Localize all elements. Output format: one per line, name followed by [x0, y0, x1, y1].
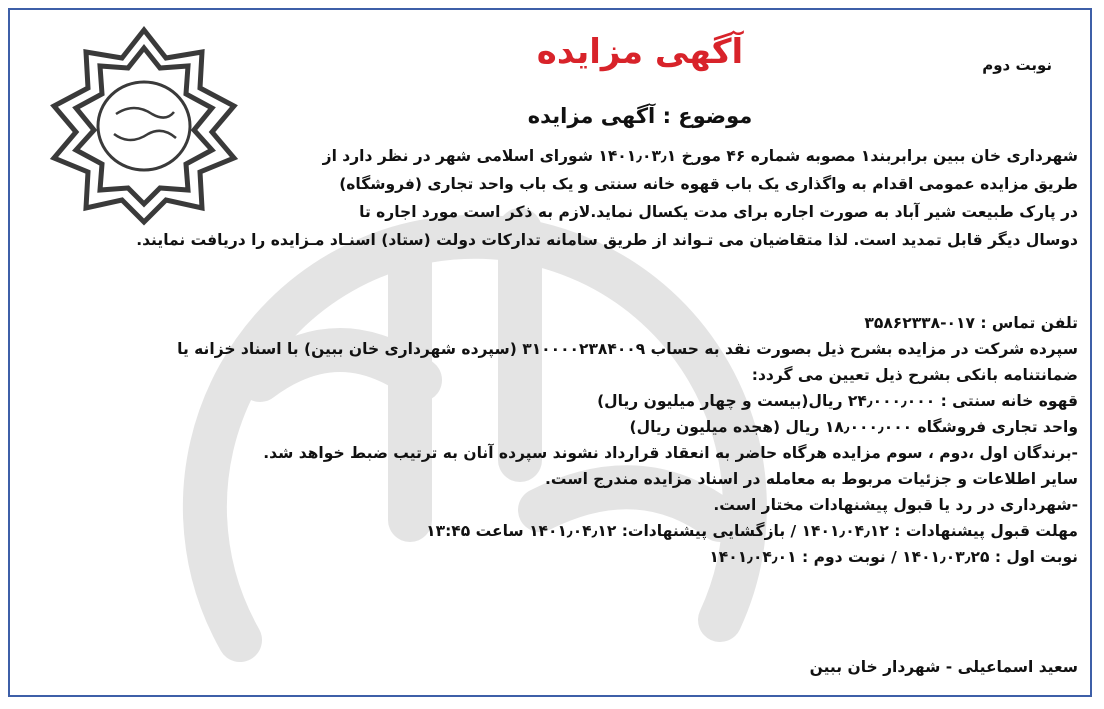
deadline-line: مهلت قبول پیشنهادات : ۱۴۰۱٫۰۴٫۱۲ / بازگشایی پیشنهادات: ۱۴۰۱٫۰۴٫۱۲ ساعت ۱۳:۴۵	[426, 522, 1078, 540]
shop-deposit-line: واحد تجاری فروشگاه ۱۸٫۰۰۰٫۰۰۰ ریال (هجده میلیون ریال)	[629, 418, 1078, 436]
round-label: نوبت دوم	[982, 56, 1052, 74]
paragraph-line: شهرداری خان ببین برابربند۱ مصوبه شماره ۴۶ مورخ ۱۴۰۱٫۰۳٫۱ شورای اسلامی شهر در نظر دارد از	[322, 147, 1078, 165]
intro-paragraph	[136, 142, 1078, 254]
paragraph-line: در پارک طبیعت شیر آباد به صورت اجاره برای مدت یکسال نماید.لازم به ذکر است مورد اجاره تا	[359, 203, 1078, 221]
winners-note-line: -برندگان اول ،دوم ، سوم مزایده هرگاه حاضر به انعقاد قرارداد نشوند سپرده آنان به ترتیب ضبط خواهد شد.	[263, 444, 1078, 462]
phone-line: تلفن تماس : ۰۱۷-۳۵۸۶۲۳۳۸	[864, 314, 1078, 332]
paragraph-line: دوسال دیگر قابل تمدید است. لذا متقاضیان می تـواند از طریق سامانه تدارکات دولت (ستاد) اسنـاد مـزایده را دریافت نمایند.	[136, 231, 1078, 249]
deposit-line: ضمانتنامه بانکی بشرح ذیل تعیین می گردد:	[751, 366, 1078, 384]
deposit-line: سپرده شرکت در مزایده بشرح ذیل بصورت نقد به حساب ۳۱۰۰۰۰۲۳۸۴۰۰۹ (سپرده شهرداری خان ببین) با اسناد خزانه یا	[177, 340, 1078, 358]
rights-note-line: -شهرداری در رد یا قبول پیشنهادات مختار است.	[713, 496, 1078, 514]
details-section	[177, 310, 1078, 570]
info-note-line: سایر اطلاعات و جزئیات مربوط به معامله در اسناد مزایده مندرج است.	[545, 470, 1078, 488]
notice-frame	[8, 8, 1092, 697]
teahouse-deposit-line: قهوه خانه سنتی : ۲۴٫۰۰۰٫۰۰۰ ریال(بیست و چهار میلیون ریال)	[597, 392, 1078, 410]
page-title: آگهی مزایده	[536, 32, 744, 72]
subject-heading: موضوع : آگهی مزایده	[527, 104, 753, 128]
rounds-line: نوبت اول : ۱۴۰۱٫۰۳٫۲۵ / نوبت دوم : ۱۴۰۱٫۰۴٫۰۱	[709, 548, 1078, 566]
signature: سعید اسماعیلی - شهردار خان ببین	[809, 658, 1078, 676]
paragraph-line: طریق مزایده عمومی اقدام به واگذاری یک باب قهوه خانه سنتی و یک باب واحد تجاری (فروشگاه)	[339, 175, 1078, 193]
